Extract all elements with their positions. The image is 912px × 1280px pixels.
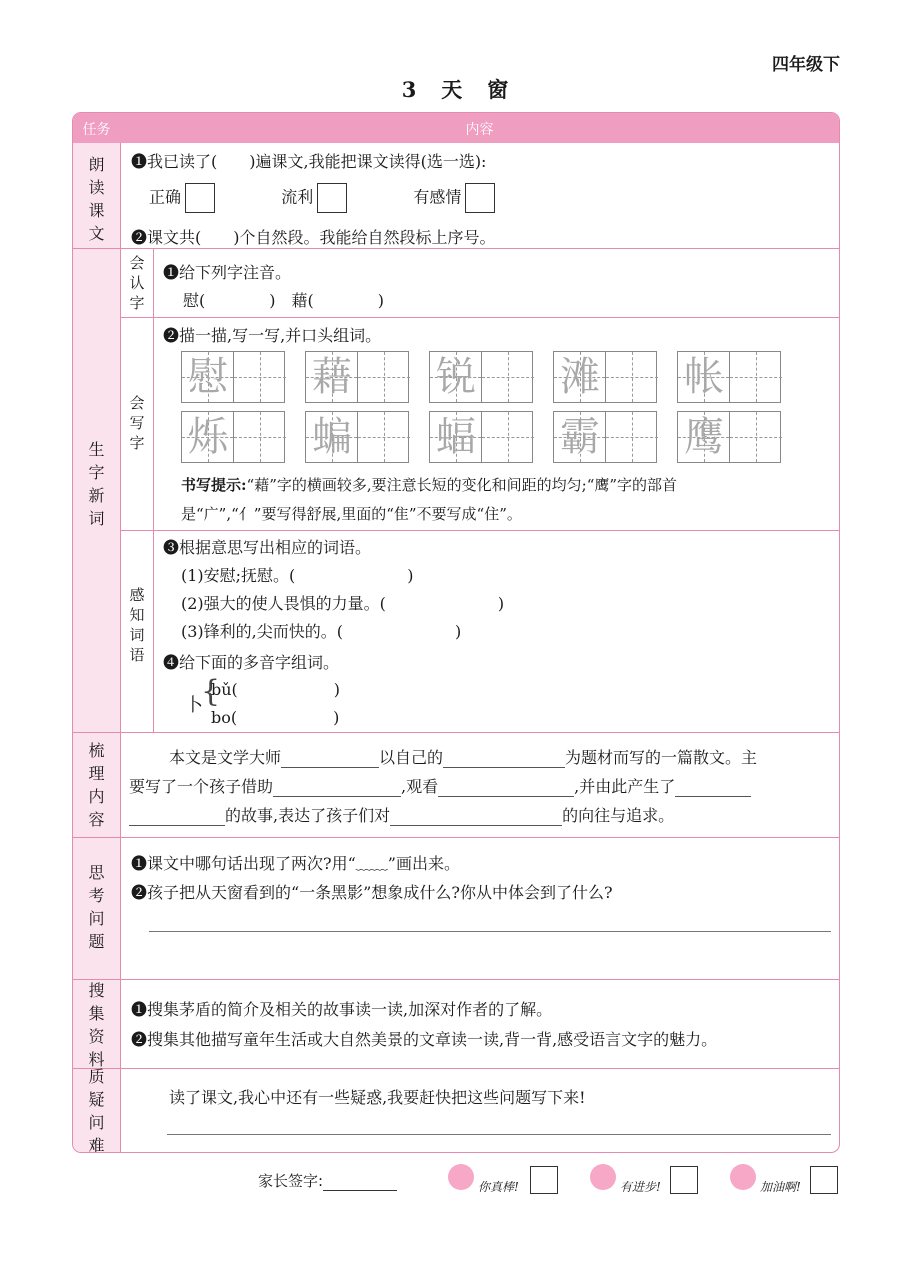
praise-checkbox[interactable] [670, 1166, 698, 1194]
checkbox[interactable] [185, 183, 215, 213]
writing-cell[interactable] [181, 351, 285, 403]
langdu-q2: ❷课文共( )个自然段。我能给自然段标上序号。 [131, 228, 496, 247]
shuli-text: 的故事,表达了孩子们对 [225, 806, 391, 825]
tip-line2: 是“广”,“亻”要写得舒展,里面的“隹”不要写成“住”。 [181, 505, 522, 523]
trace-char: 藉 [312, 354, 352, 400]
divider [73, 732, 839, 733]
shuli-line1 [169, 745, 757, 768]
brace-icon: { [201, 674, 221, 709]
sign-label: 家长签字: [258, 1172, 324, 1190]
trace-char: 帐 [684, 354, 724, 400]
table-header [73, 113, 839, 143]
fill-blank[interactable] [281, 749, 379, 768]
divider [120, 317, 839, 318]
praise-label: 加油啊! [760, 1180, 801, 1194]
trace-char: 蝙 [312, 414, 352, 460]
writing-cell[interactable] [553, 351, 657, 403]
soiji-q1: ❶搜集茅盾的简介及相关的故事读一读,加深对作者的了解。 [131, 1000, 553, 1019]
tip-line1: “藉”字的横画较多,要注意长短的变化和间距的均匀;“鹰”字的部首 [246, 476, 678, 494]
fill-blank[interactable] [273, 778, 401, 797]
sikao-text: ”画出来。 [387, 854, 460, 873]
trace-char: 霸 [560, 414, 600, 460]
praise-label: 你真棒! [478, 1180, 519, 1194]
trace-char: 锐 [436, 354, 476, 400]
trace-char: 鹰 [684, 414, 724, 460]
divider [73, 1068, 839, 1069]
label-langdu: 朗 读 课 文 [88, 155, 105, 243]
sun-face-icon [730, 1164, 756, 1190]
fill-blank[interactable] [129, 807, 225, 826]
ganzhi-q3: ❸根据意思写出相应的词语。 [163, 538, 372, 557]
soiji-q2: ❷搜集其他描写童年生活或大自然美景的文章读一读,背一背,感受语言文字的魅力。 [131, 1030, 718, 1049]
sikao-q1 [131, 851, 460, 874]
writing-cell[interactable] [429, 351, 533, 403]
label-huiren: 会 认 字 [129, 254, 145, 312]
writing-cell[interactable] [429, 411, 533, 463]
sikao-text: ❶课文中哪句话出现了两次?用“ [131, 854, 356, 873]
option-label: 流利 [281, 187, 314, 207]
shuli-text: 本文是文学大师 [169, 748, 282, 767]
shuli-text: ,并由此产生了 [574, 777, 676, 796]
divider [73, 837, 839, 838]
sign-line[interactable] [323, 1176, 397, 1191]
fill-blank[interactable] [443, 749, 565, 768]
grade-label: 四年级下 [772, 55, 840, 75]
writing-cell[interactable] [181, 411, 285, 463]
parent-sign [258, 1170, 397, 1191]
header-task: 任务 [82, 122, 111, 138]
ganzhi-q4: ❹给下面的多音字组词。 [163, 653, 340, 672]
langdu-options [149, 183, 495, 213]
divider [73, 248, 839, 249]
label-sikao: 思 考 问 题 [88, 863, 105, 951]
worksheet-table [72, 112, 840, 1153]
praise-checkbox[interactable] [810, 1166, 838, 1194]
answer-line[interactable] [167, 1134, 831, 1135]
divider [73, 979, 839, 980]
reading: bo( ) [211, 708, 340, 727]
writing-cell[interactable] [677, 411, 781, 463]
praise-checkbox[interactable] [530, 1166, 558, 1194]
writing-cell[interactable] [677, 351, 781, 403]
ganzhi-item: (2)强大的使人畏惧的力量。( ) [181, 594, 505, 613]
writing-cell[interactable] [305, 411, 409, 463]
option-label: 有感情 [413, 187, 462, 207]
writing-cell[interactable] [305, 351, 409, 403]
poly-char: 卜 [185, 695, 203, 716]
fill-blank[interactable] [438, 778, 574, 797]
label-shengzi: 生 字 新 词 [88, 440, 105, 528]
trace-char: 烁 [188, 414, 228, 460]
sikao-q2: ❷孩子把从天窗看到的“一条黑影”想象成什么?你从中体会到了什么? [131, 883, 613, 902]
divider [120, 530, 839, 531]
shuli-text: 为题材而写的一篇散文。主 [565, 748, 758, 767]
answer-line[interactable] [149, 931, 831, 932]
checkbox[interactable] [317, 183, 347, 213]
writing-tip [181, 471, 677, 529]
page-title: 3 天 窗 [401, 77, 511, 102]
sub-divider [153, 248, 154, 732]
checkbox[interactable] [465, 183, 495, 213]
shuli-text: 要写了一个孩子借助 [129, 777, 274, 796]
shuli-text: 的向往与追求。 [562, 806, 675, 825]
praise-label: 有进步! [620, 1180, 661, 1194]
label-shuli: 梳 理 内 容 [88, 741, 105, 829]
label-ganzhi: 感 知 词 语 [129, 586, 145, 664]
zhiyi-text: 读了课文,我心中还有一些疑惑,我要赶快把这些问题写下来! [169, 1088, 586, 1107]
header-content: 内容 [465, 122, 494, 138]
langdu-q1: ❶我已读了( )遍课文,我能把课文读得(选一选): [131, 152, 487, 171]
trace-char: 滩 [560, 354, 600, 400]
writing-cell[interactable] [553, 411, 657, 463]
sun-face-icon [448, 1164, 474, 1190]
trace-char: 蝠 [436, 414, 476, 460]
option-label: 正确 [149, 187, 182, 207]
shuli-line2 [129, 774, 751, 797]
reading: bǔ( ) [211, 680, 341, 699]
wavy-mark: ﹏﹏ [355, 854, 388, 873]
trace-char: 慰 [188, 354, 228, 400]
huixie-q: ❷描一描,写一写,并口头组词。 [163, 326, 382, 345]
huiren-chars: 慰( ) 藉( ) [183, 291, 384, 310]
tip-title: 书写提示: [181, 476, 247, 494]
label-zhiyi: 质 疑 问 难 [88, 1067, 105, 1153]
ganzhi-item: (3)锋利的,尖而快的。( ) [181, 622, 462, 641]
label-huixie: 会 写 字 [129, 394, 145, 452]
label-soiji: 搜 集 资 料 [88, 981, 105, 1069]
fill-blank[interactable] [675, 778, 751, 797]
shuli-text: 以自己的 [379, 748, 444, 767]
shuli-text: ,观看 [401, 777, 439, 796]
ganzhi-item: (1)安慰;抚慰。( ) [181, 566, 414, 585]
shuli-line3 [129, 803, 674, 826]
sun-face-icon [590, 1164, 616, 1190]
fill-blank[interactable] [390, 807, 562, 826]
huiren-q: ❶给下列字注音。 [163, 263, 292, 282]
